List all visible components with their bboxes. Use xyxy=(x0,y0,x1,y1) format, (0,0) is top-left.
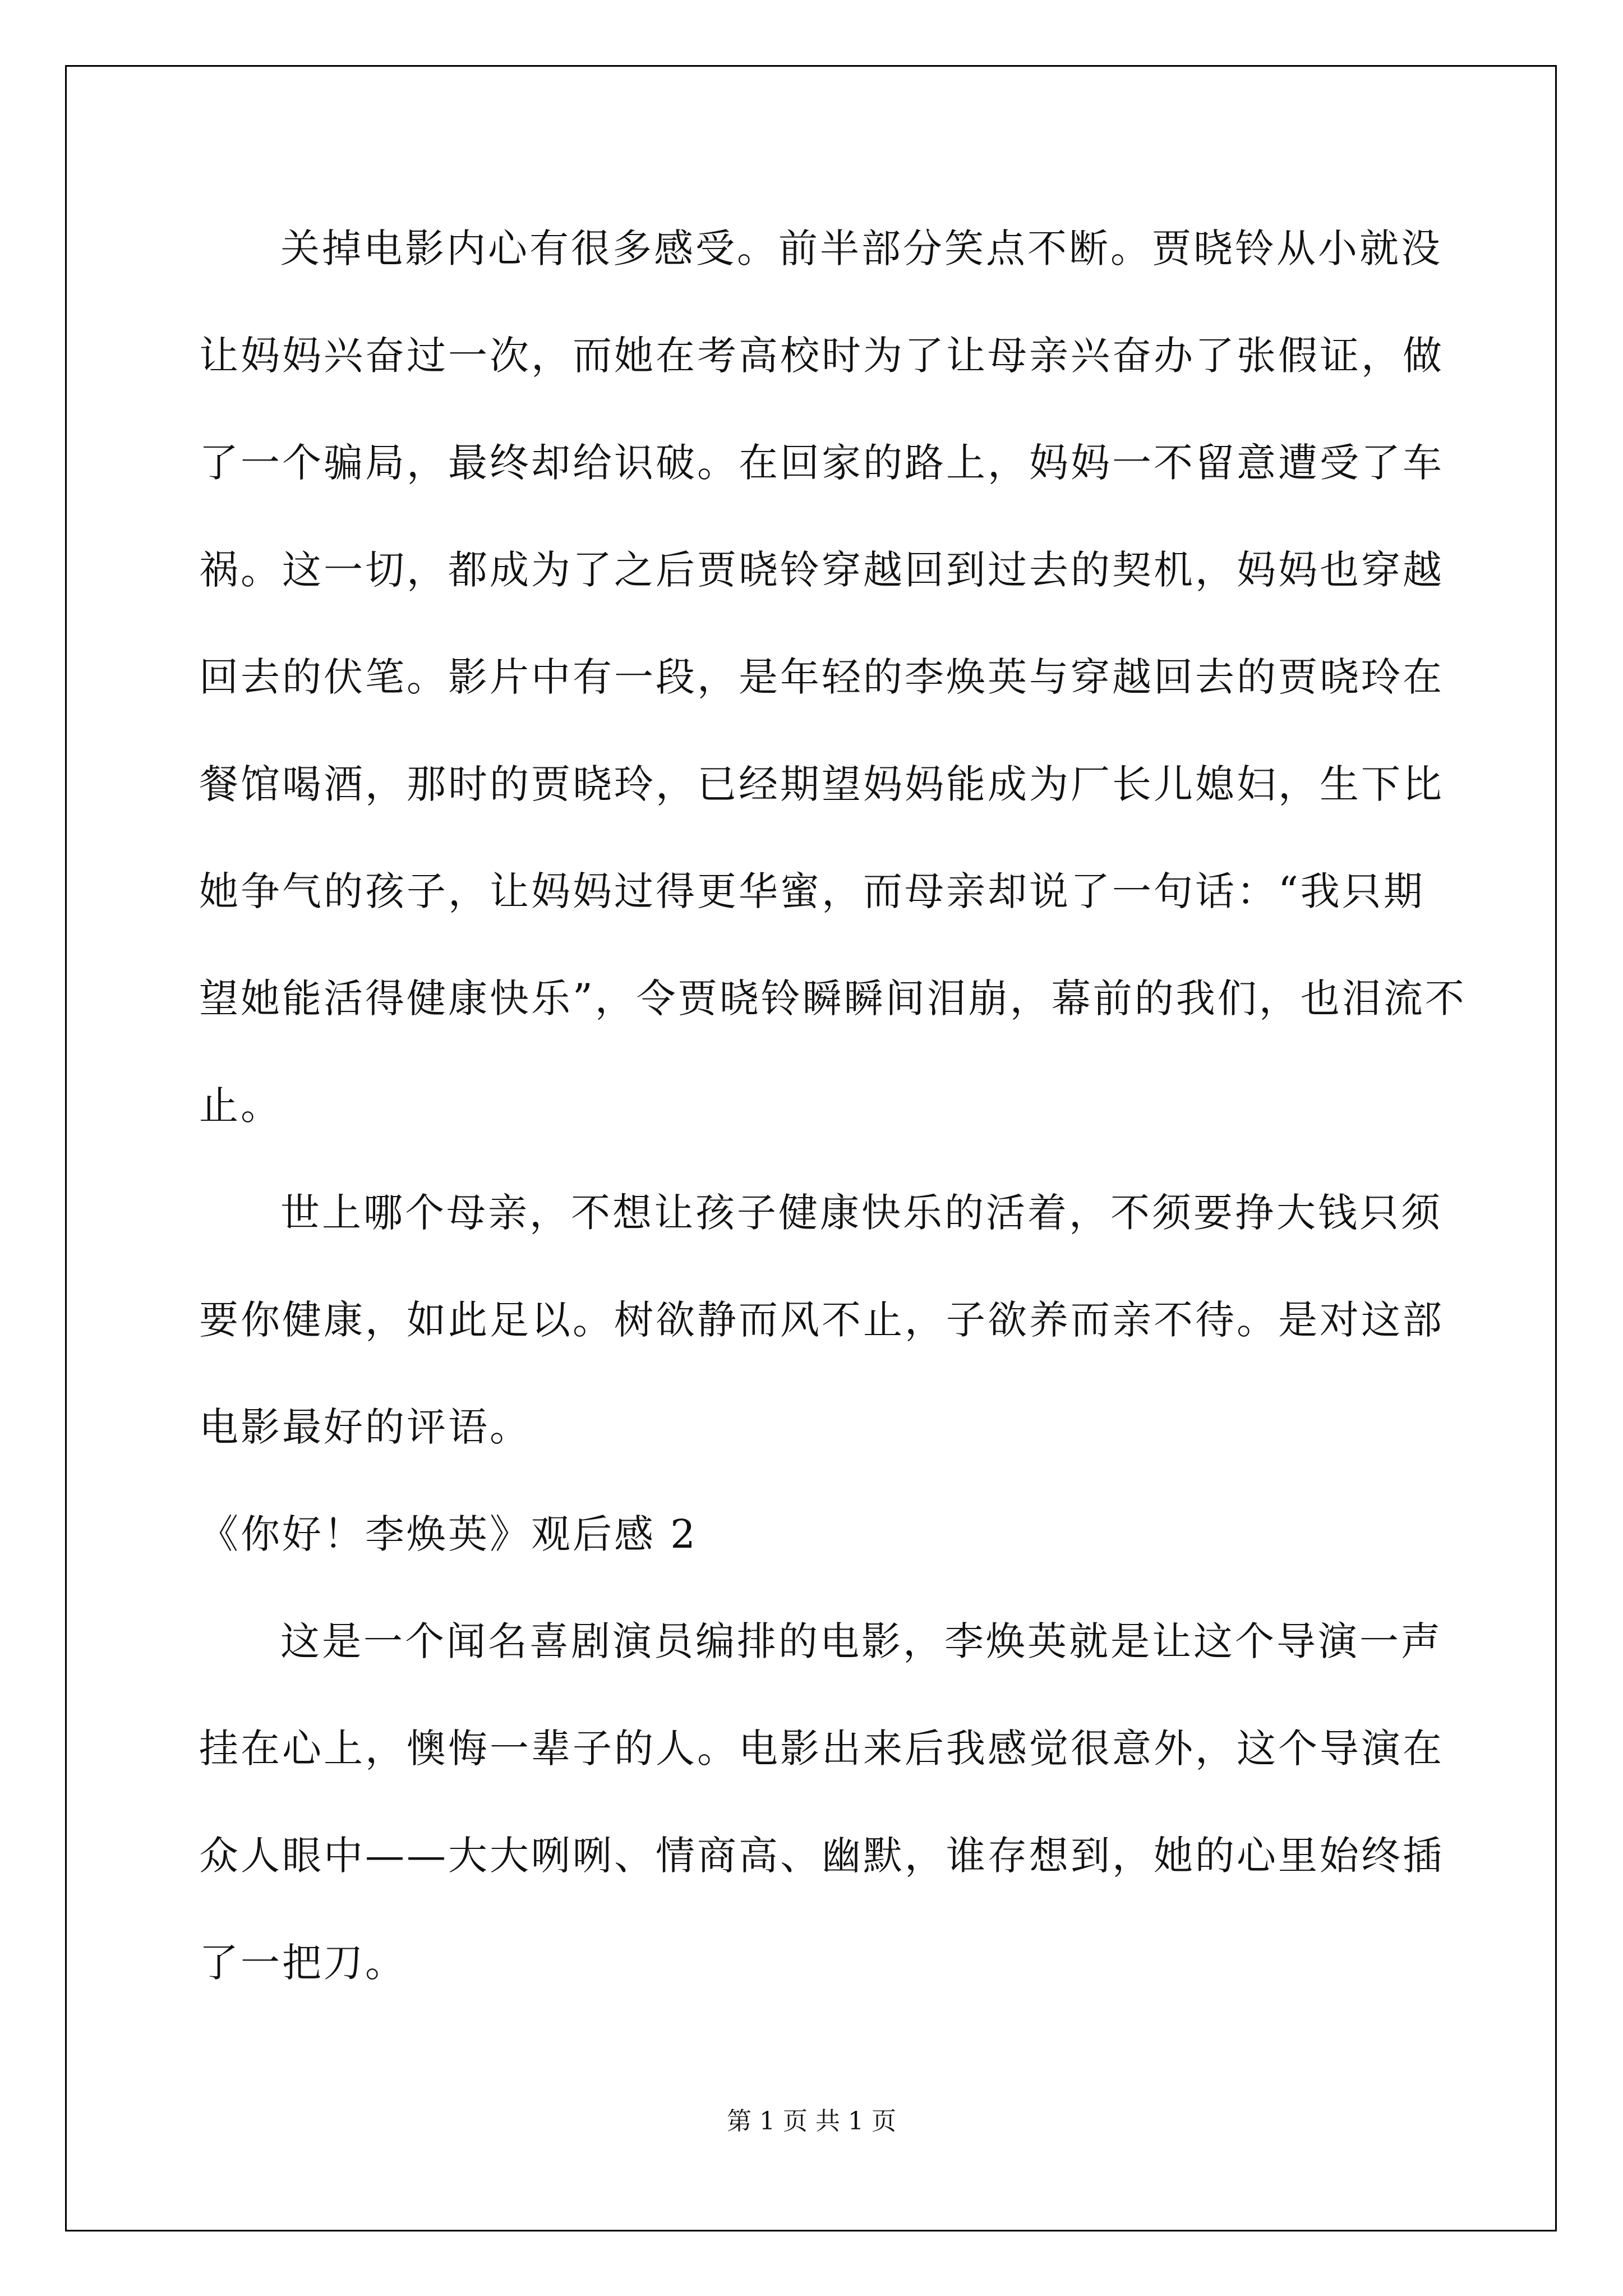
paragraph-3-line-4: 了一把刀。 xyxy=(199,1940,407,1986)
paragraph-2-line-1: 世上哪个母亲，不想让孩子健康快乐的活着，不须要挣大钱只须 xyxy=(280,1190,1442,1236)
paragraph-3-line-3: 众人眼中——大大咧咧、情商高、幽默，谁存想到，她的心里始终插 xyxy=(199,1833,1444,1879)
paragraph-1-line-5: 回去的伏笔。影片中有一段，是年轻的李焕英与穿越回去的贾晓玲在 xyxy=(199,654,1444,700)
paragraph-1-line-7: 她争气的孩子，让妈妈过得更华蜜，而母亲却说了一句话：“我只期 xyxy=(199,868,1425,914)
page-border xyxy=(65,65,1557,2231)
paragraph-1-line-3: 了一个骗局，最终却给识破。在回家的路上，妈妈一不留意遭受了车 xyxy=(199,440,1444,486)
paragraph-2-line-3: 电影最好的评语。 xyxy=(199,1404,531,1450)
paragraph-1-line-2: 让妈妈兴奋过一次，而她在考高校时为了让母亲兴奋办了张假证，做 xyxy=(199,333,1444,379)
paragraph-1-line-4: 祸。这一切，都成为了之后贾晓铃穿越回到过去的契机，妈妈也穿越 xyxy=(199,547,1444,593)
paragraph-1-line-6: 餐馆喝酒，那时的贾晓玲，已经期望妈妈能成为厂长儿媳妇，生下比 xyxy=(199,761,1444,807)
paragraph-1-line-8: 望她能活得健康快乐”，令贾晓铃瞬瞬间泪崩，幕前的我们，也泪流不 xyxy=(199,976,1467,1022)
paragraph-3-line-1: 这是一个闻名喜剧演员编排的电影，李焕英就是让这个导演一声 xyxy=(280,1618,1442,1664)
section-heading: 《你好！李焕英》观后感 2 xyxy=(199,1511,698,1557)
paragraph-3-line-2: 挂在心上，懊悔一辈子的人。电影出来后我感觉很意外，这个导演在 xyxy=(199,1726,1444,1772)
paragraph-1-line-1: 关掉电影内心有很多感受。前半部分笑点不断。贾晓铃从小就没 xyxy=(280,226,1442,272)
paragraph-1-line-9: 止。 xyxy=(199,1083,282,1129)
page-footer: 第 1 页 共 1 页 xyxy=(727,2107,896,2136)
paragraph-2-line-2: 要你健康，如此足以。树欲静而风不止，子欲养而亲不待。是对这部 xyxy=(199,1297,1444,1343)
